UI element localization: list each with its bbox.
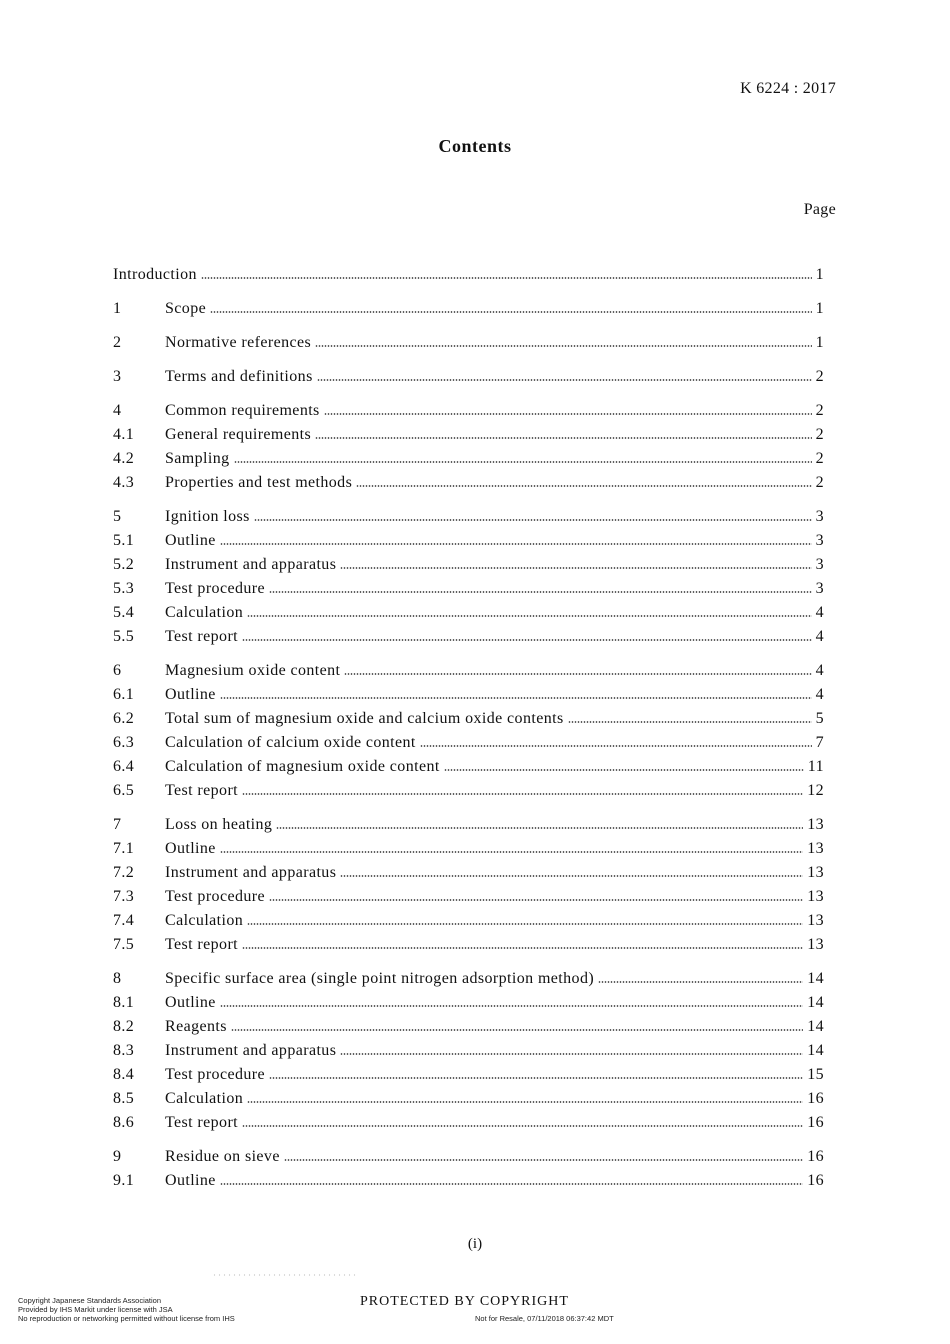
toc-entry xyxy=(113,530,824,552)
toc-dot-leader xyxy=(242,793,803,795)
toc-entry xyxy=(113,862,824,884)
toc-page-number: 12 xyxy=(807,782,824,799)
toc-section-number: 6.3 xyxy=(113,734,135,751)
toc-section-number: 5.4 xyxy=(113,604,135,621)
toc-entry xyxy=(113,602,824,624)
toc-dot-leader xyxy=(356,485,811,487)
toc-section-number: 3 xyxy=(113,368,122,385)
toc-entry xyxy=(113,780,824,802)
toc-section-title: Test report xyxy=(165,782,239,799)
toc-section-title: Magnesium oxide content xyxy=(165,662,341,679)
toc-section-title: Ignition loss xyxy=(165,508,250,525)
toc-section-title: Properties and test methods xyxy=(165,474,353,491)
toc-page-number: 2 xyxy=(815,368,824,385)
toc-page-number: 1 xyxy=(815,300,824,317)
resale-notice: Not for Resale, 07/11/2018 06:37:42 MDT xyxy=(475,1314,614,1323)
toc-section-number: 6.1 xyxy=(113,686,135,703)
toc-section-number: 7.1 xyxy=(113,840,135,857)
toc-section-title: Test report xyxy=(165,628,239,645)
toc-section-title: Outline xyxy=(165,840,216,857)
toc-entry xyxy=(113,1146,824,1168)
toc-section-title: Common requirements xyxy=(165,402,320,419)
toc-page-number: 13 xyxy=(807,936,824,953)
toc-dot-leader xyxy=(220,1183,803,1185)
toc-page-number: 1 xyxy=(815,334,824,351)
toc-page-number: 14 xyxy=(807,970,824,987)
toc-entry xyxy=(113,578,824,600)
toc-dot-leader xyxy=(231,1029,803,1031)
toc-page-number: 13 xyxy=(807,912,824,929)
toc-entry xyxy=(113,472,824,494)
toc-entry xyxy=(113,1016,824,1038)
toc-entry xyxy=(113,1040,824,1062)
toc-dot-leader xyxy=(324,413,812,415)
toc-section-number: 4.3 xyxy=(113,474,135,491)
copyright-line: Copyright Japanese Standards Association xyxy=(18,1296,162,1305)
toc-dot-leader xyxy=(201,277,812,279)
toc-page-number: 13 xyxy=(807,840,824,857)
toc-entry xyxy=(113,968,824,990)
toc-section-title: Test procedure xyxy=(165,888,265,905)
toc-section-number: 7 xyxy=(113,816,122,833)
toc-section-title: Outline xyxy=(165,686,216,703)
toc-section-title: Total sum of magnesium oxide and calcium oxide contents xyxy=(165,710,564,727)
copyright-notice xyxy=(18,1296,235,1323)
toc-page-number: 7 xyxy=(815,734,824,751)
page-column-label: Page xyxy=(803,201,836,218)
toc-entry xyxy=(113,1170,824,1192)
toc-section-title: General requirements xyxy=(165,426,312,443)
toc-entry xyxy=(113,732,824,754)
toc-section-number: 6.5 xyxy=(113,782,135,799)
toc-entry xyxy=(113,660,824,682)
toc-dot-leader xyxy=(568,721,812,723)
toc-page-number: 11 xyxy=(807,758,824,775)
toc-page-number: 13 xyxy=(807,888,824,905)
toc-page-number: 5 xyxy=(815,710,824,727)
copyright-line: No reproduction or networking permitted without license from IHS xyxy=(18,1314,235,1323)
toc-section-title: Test procedure xyxy=(165,580,265,597)
toc-entry xyxy=(113,400,824,422)
toc-section-title: Instrument and apparatus xyxy=(165,556,337,573)
toc-page-number: 3 xyxy=(815,580,824,597)
toc-section-number: 5.1 xyxy=(113,532,135,549)
toc-page-number: 3 xyxy=(815,556,824,573)
toc-section-title: Scope xyxy=(165,300,207,317)
toc-section-number: 7.3 xyxy=(113,888,135,905)
toc-page-number: 14 xyxy=(807,1018,824,1035)
toc-entry xyxy=(113,838,824,860)
toc-page-number: 4 xyxy=(815,686,824,703)
toc-section-title: Instrument and apparatus xyxy=(165,1042,337,1059)
toc-section-title: Calculation xyxy=(165,604,244,621)
toc-dot-leader xyxy=(247,1101,803,1103)
toc-dot-leader xyxy=(242,1125,803,1127)
toc-entry xyxy=(113,298,824,320)
toc-dot-leader xyxy=(220,697,812,699)
toc-dot-leader xyxy=(234,461,812,463)
toc-section-title: Calculation of calcium oxide content xyxy=(165,734,416,751)
toc-entry xyxy=(113,992,824,1014)
toc-page-number: 15 xyxy=(807,1066,824,1083)
toc-dot-leader xyxy=(317,379,812,381)
toc-entry xyxy=(113,554,824,576)
toc-section-title: Sampling xyxy=(165,450,230,467)
toc-page-number: 16 xyxy=(807,1148,824,1165)
toc-section-title: Reagents xyxy=(165,1018,227,1035)
toc-section-title: Normative references xyxy=(165,334,312,351)
toc-dot-leader xyxy=(340,567,811,569)
toc-dot-leader xyxy=(269,591,812,593)
standard-number: K 6224 : 2017 xyxy=(740,80,836,97)
toc-section-title: Test report xyxy=(165,1114,239,1131)
toc-entry xyxy=(113,506,824,528)
toc-dot-leader xyxy=(340,875,803,877)
toc-entry xyxy=(113,448,824,470)
toc-entry xyxy=(113,1088,824,1110)
toc-entry xyxy=(113,814,824,836)
toc-dot-leader xyxy=(340,1053,803,1055)
toc-page-number: 2 xyxy=(815,426,824,443)
toc-dot-leader xyxy=(598,981,803,983)
toc-section-number: 6.4 xyxy=(113,758,135,775)
toc-section-title: Loss on heating xyxy=(165,816,273,833)
toc-entry xyxy=(113,366,824,388)
toc-section-number: 6 xyxy=(113,662,122,679)
toc-section-number: 8.5 xyxy=(113,1090,135,1107)
toc-page-number: 3 xyxy=(815,532,824,549)
toc-page-number: 16 xyxy=(807,1114,824,1131)
protected-notice: PROTECTED BY COPYRIGHT xyxy=(360,1294,569,1309)
toc-dot-leader xyxy=(247,615,811,617)
toc-section-number: 8.6 xyxy=(113,1114,135,1131)
toc-entry xyxy=(113,1064,824,1086)
toc-section-number: 6.2 xyxy=(113,710,135,727)
toc-entry xyxy=(113,708,824,730)
toc-dot-leader xyxy=(276,827,803,829)
toc-section-title: Calculation of magnesium oxide content xyxy=(165,758,440,775)
toc-page-number: 14 xyxy=(807,1042,824,1059)
toc-page-number: 2 xyxy=(815,402,824,419)
toc-section-number: 4.2 xyxy=(113,450,135,467)
toc-entry xyxy=(113,934,824,956)
toc-dot-leader xyxy=(254,519,812,521)
toc-section-number: 9.1 xyxy=(113,1172,135,1189)
toc-section-number: 7.2 xyxy=(113,864,135,881)
toc-page-number: 4 xyxy=(815,628,824,645)
toc-section-number: 8.4 xyxy=(113,1066,135,1083)
toc-page-number: 1 xyxy=(815,266,824,283)
toc-page-number: 16 xyxy=(807,1172,824,1189)
toc-dot-leader xyxy=(269,899,803,901)
toc-section-number: 8.1 xyxy=(113,994,135,1011)
toc-section-number: 5 xyxy=(113,508,122,525)
toc-section-title: Terms and definitions xyxy=(165,368,313,385)
page-number: (i) xyxy=(467,1236,483,1252)
toc-section-title: Outline xyxy=(165,532,216,549)
toc-section-title: Calculation xyxy=(165,1090,244,1107)
toc-dot-leader xyxy=(242,639,812,641)
toc-section-number: 5.3 xyxy=(113,580,135,597)
toc-section-number: 1 xyxy=(113,300,122,317)
toc-section-number: 7.5 xyxy=(113,936,135,953)
toc-section-title: Outline xyxy=(165,994,216,1011)
toc-section-title: Test report xyxy=(165,936,239,953)
page-title: Contents xyxy=(438,136,512,156)
toc-page-number: 2 xyxy=(815,450,824,467)
toc-dot-leader xyxy=(242,947,803,949)
toc-section-number: 8.3 xyxy=(113,1042,135,1059)
toc-dot-leader xyxy=(220,851,803,853)
toc-section-title: Introduction xyxy=(113,266,197,283)
toc-dot-leader xyxy=(344,673,811,675)
toc-section-title: Specific surface area (single point nitrogen adsorption method) xyxy=(165,970,595,987)
toc-entry xyxy=(113,756,824,778)
toc-entry xyxy=(113,332,824,354)
toc-section-number: 4.1 xyxy=(113,426,135,443)
toc-section-title: Test procedure xyxy=(165,1066,265,1083)
scan-artifact xyxy=(212,1274,357,1276)
copyright-line: Provided by IHS Markit under license with JSA xyxy=(18,1305,173,1314)
toc-page-number: 13 xyxy=(807,864,824,881)
toc-section-number: 7.4 xyxy=(113,912,135,929)
toc-section-number: 4 xyxy=(113,402,122,419)
toc-section-number: 8.2 xyxy=(113,1018,135,1035)
toc-dot-leader xyxy=(284,1159,803,1161)
toc-dot-leader xyxy=(247,923,803,925)
toc-section-number: 5.5 xyxy=(113,628,135,645)
toc-section-number: 8 xyxy=(113,970,122,987)
toc-dot-leader xyxy=(315,437,811,439)
toc-section-title: Calculation xyxy=(165,912,244,929)
toc-section-number: 2 xyxy=(113,334,122,351)
toc-page-number: 13 xyxy=(807,816,824,833)
toc-entry xyxy=(113,910,824,932)
toc-dot-leader xyxy=(220,543,812,545)
toc-page-number: 16 xyxy=(807,1090,824,1107)
toc-entry xyxy=(113,424,824,446)
toc-page-number: 4 xyxy=(815,604,824,621)
toc-entry xyxy=(113,684,824,706)
toc-section-title: Instrument and apparatus xyxy=(165,864,337,881)
toc-dot-leader xyxy=(210,311,811,313)
toc-dot-leader xyxy=(269,1077,803,1079)
toc-section-title: Residue on sieve xyxy=(165,1148,280,1165)
toc-dot-leader xyxy=(315,345,811,347)
toc-dot-leader xyxy=(420,745,812,747)
toc-dot-leader xyxy=(444,769,804,771)
toc-entry xyxy=(113,1112,824,1134)
toc-dot-leader xyxy=(220,1005,803,1007)
toc-page-number: 4 xyxy=(815,662,824,679)
toc-entry xyxy=(113,264,824,286)
toc-entry xyxy=(113,886,824,908)
toc-page-number: 14 xyxy=(807,994,824,1011)
toc-entry xyxy=(113,626,824,648)
toc-page-number: 3 xyxy=(815,508,824,525)
toc-section-number: 9 xyxy=(113,1148,122,1165)
toc-section-number: 5.2 xyxy=(113,556,135,573)
toc-section-title: Outline xyxy=(165,1172,216,1189)
toc-page-number: 2 xyxy=(815,474,824,491)
